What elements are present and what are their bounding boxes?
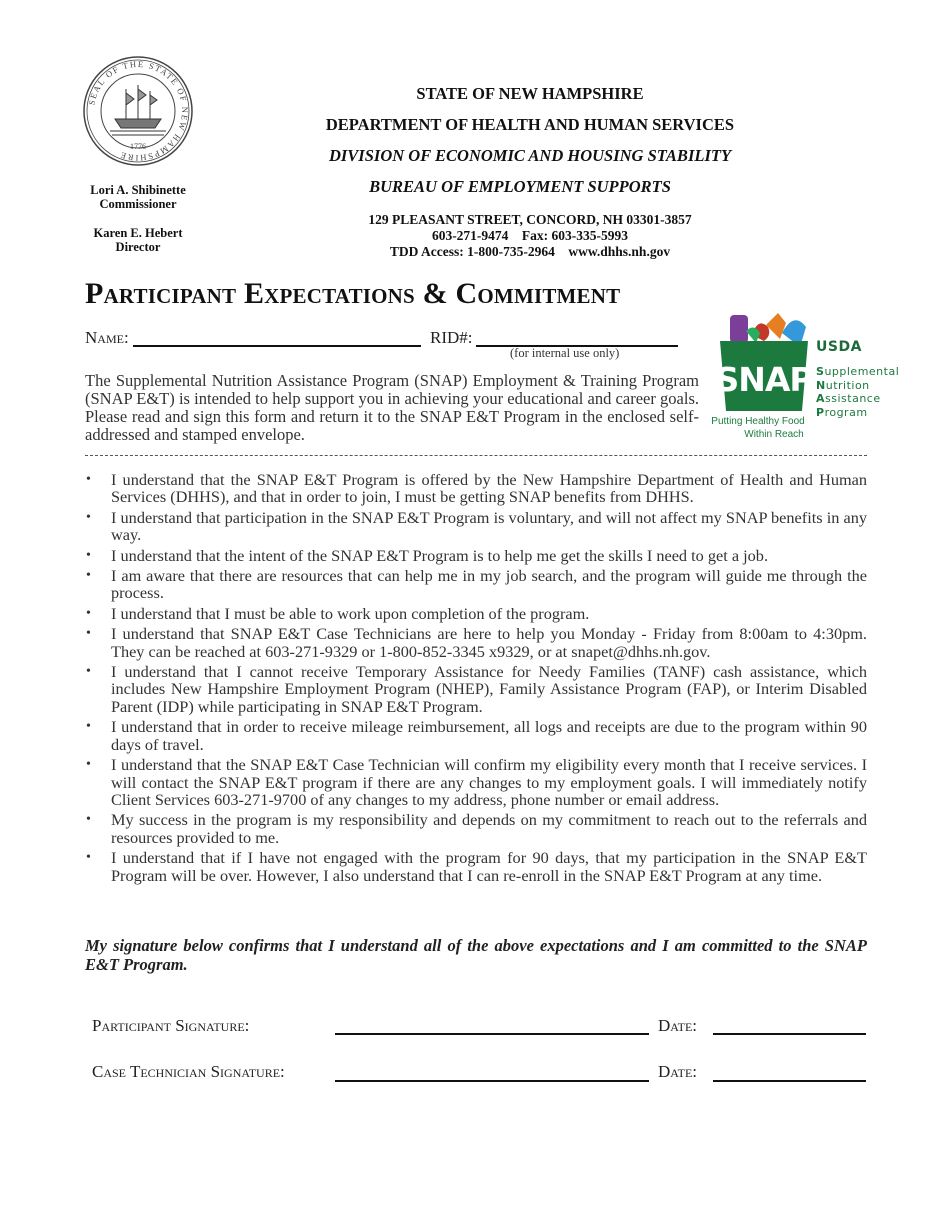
snap-tagline-2: Within Reach (744, 429, 804, 440)
rid-label: RID#: (430, 328, 473, 347)
dashed-divider (85, 455, 867, 456)
participant-date-label: Date: (658, 1016, 697, 1035)
snap-tagline-1: Putting Healthy Food (711, 416, 805, 427)
header-division: DIVISION OF ECONOMIC AND HOUSING STABILITY (328, 146, 732, 165)
page-title: Participant Expectations & Commitment (85, 277, 621, 310)
intro-paragraph: The Supplemental Nutrition Assistance Program (SNAP) Employment & Training Program (SNAP E&T) is intended to help support you in achieving your educational and career goals. Please read and sign this form and return it to the SNAP E&T Program in the enclosed self-addressed and stamped envelope. (85, 371, 699, 444)
seal-ring-text: SEAL OF THE STATE OF NEW HAMPSHIRE (86, 58, 191, 164)
participant-signature-field[interactable] (335, 1033, 649, 1035)
snap-logo (708, 305, 908, 445)
director-title: Director (115, 240, 161, 254)
name-field[interactable] (133, 345, 421, 347)
commissioner-title: Commissioner (99, 197, 177, 211)
list-item: • I understand that the SNAP E&T Program is offered by the New Hampshire Department of Health and Human Services (DHHS), and that in order to join, I must be getting SNAP benefits from DHHS. (86, 470, 867, 507)
director-name: Karen E. Hebert (93, 226, 183, 240)
list-item: • I understand that in order to receive mileage reimbursement, all logs and receipts are due to the program within 90 days of travel. (86, 717, 867, 754)
list-item: • I understand that participation in the SNAP E&T Program is voluntary, and will not affect my SNAP benefits in any way. (86, 507, 867, 545)
usda-label: USDA (816, 339, 862, 355)
header-bureau: BUREAU OF EMPLOYMENT SUPPORTS (369, 177, 671, 196)
header-state: STATE OF NEW HAMPSHIRE (416, 84, 644, 103)
header-tdd-web: TDD Access: 1-800-735-2964 www.dhhs.nh.gov (389, 244, 671, 259)
state-seal (82, 55, 194, 167)
case-tech-date-label: Date: (658, 1062, 697, 1081)
official-director (63, 226, 213, 254)
header-phone-fax: 603-271-9474 Fax: 603-335-5993 (431, 228, 629, 243)
list-item: • I understand that I cannot receive Temporary Assistance for Needy Families (TANF) cash assistance, which includes New Hampshire Employment Program (NHEP), Family Assistance Program (FAP), or Interim Disabled Parent (IDP) while participating in SNAP E&T Program. (86, 662, 867, 716)
snap-sm-mark: SM (726, 343, 734, 349)
case-tech-signature-field[interactable] (335, 1080, 649, 1082)
expectations-list (85, 471, 867, 887)
commissioner-name: Lori A. Shibinette (90, 183, 186, 197)
list-item: • I understand that I must be able to work upon completion of the program. (86, 603, 590, 623)
header-address: 129 PLEASANT STREET, CONCORD, NH 03301-3857 (368, 212, 692, 227)
list-item: • I understand that if I have not engaged with the program for 90 days, that my participation in the SNAP E&T Program will be over. However, I also understand that I can re-enroll in the SNAP E&T Program at any time. (86, 848, 867, 885)
rid-note: (for internal use only) (510, 346, 620, 360)
list-item: • My success in the program is my responsibility and depends on my commitment to reach out to the referrals and resources provided to me. (86, 810, 867, 847)
list-item: • I understand that SNAP E&T Case Technicians are here to help you Monday - Friday from 8:00am to 4:30pm. They can be reached at 603-271-9329 or 1-800-852-3345 x9329, or at snapet@dhhs.nh.gov. (86, 624, 867, 661)
participant-signature-label: Participant Signature: (92, 1016, 250, 1035)
list-item: • I understand that the SNAP E&T Case Technician will confirm my eligibility every month that I receive services. I will contact the SNAP E&T program if there are any changes to my employment goals. I will immediately notify Client Services 603-271-9700 of any changes to my address, phone number or email address. (86, 755, 867, 809)
case-tech-date-field[interactable] (713, 1080, 866, 1082)
snap-wordmark: SNAP (715, 360, 813, 399)
case-tech-signature-label: Case Technician Signature: (92, 1062, 285, 1081)
header-department: DEPARTMENT OF HEALTH AND HUMAN SERVICES (325, 115, 735, 134)
snap-expansion: Supplemental Nutrition Assistance Program (816, 365, 900, 419)
official-commissioner (63, 183, 213, 211)
list-item: • I understand that the intent of the SNAP E&T Program is to help me get the skills I need to get a job. (86, 545, 769, 565)
list-item: • I am aware that there are resources that can help me in my job search, and the program will guide me through the process. (86, 566, 867, 603)
participant-date-field[interactable] (713, 1033, 866, 1035)
commitment-statement: My signature below confirms that I understand all of the above expectations and I am committed to the SNAP E&T Program. (85, 936, 867, 974)
name-label: Name: (85, 328, 129, 347)
seal-year: 1776 (130, 142, 146, 151)
